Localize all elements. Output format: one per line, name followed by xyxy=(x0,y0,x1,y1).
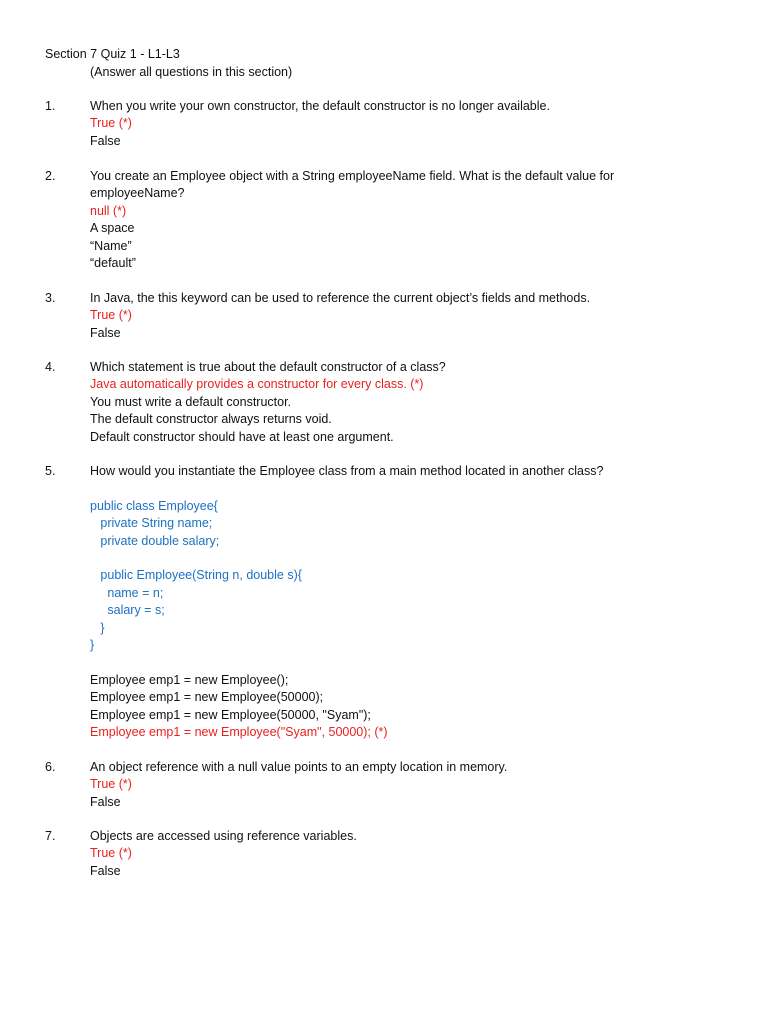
question-text: When you write your own constructor, the default constructor is no longer available. xyxy=(90,99,550,113)
answer-option: You must write a default constructor. xyxy=(90,394,292,409)
question-text: Which statement is true about the default constructor of a class? xyxy=(90,360,446,374)
question-3 xyxy=(45,290,685,342)
question-number: 3. xyxy=(45,291,56,305)
question-text: You create an Employee object with a String employeeName field. What is the default value for xyxy=(90,169,615,183)
code-line: } xyxy=(90,620,105,635)
question-1 xyxy=(45,98,685,150)
answer-option: False xyxy=(90,863,121,878)
question-6 xyxy=(45,759,685,811)
answer-option: False xyxy=(90,794,121,809)
code-line: name = n; xyxy=(90,585,164,600)
code-line: private double salary; xyxy=(90,533,220,548)
code-line: public Employee(String n, double s){ xyxy=(90,568,302,583)
code-line: private String name; xyxy=(90,516,213,531)
question-number: 2. xyxy=(45,169,56,183)
question-7 xyxy=(45,828,685,880)
answer-option: “default” xyxy=(90,256,136,271)
answer-option: Employee emp1 = new Employee(50000); xyxy=(90,690,324,705)
question-text: In Java, the this keyword can be used to reference the current object’s fields and methods. xyxy=(90,291,591,305)
question-text: How would you instantiate the Employee class from a main method located in another class? xyxy=(90,464,604,478)
code-snippet xyxy=(90,498,685,655)
answer-option-correct: True (*) xyxy=(90,308,132,323)
answer-option: A space xyxy=(90,221,135,236)
page-subtitle: (Answer all questions in this section) xyxy=(90,64,293,79)
answer-option: “Name” xyxy=(90,238,132,253)
answer-option-correct: Java automatically provides a constructor for every class. (*) xyxy=(90,377,424,392)
question-2 xyxy=(45,168,685,272)
question-number: 1. xyxy=(45,99,56,113)
question-number: 6. xyxy=(45,760,56,774)
answer-option-correct: True (*) xyxy=(90,116,132,131)
answer-option-correct: null (*) xyxy=(90,203,127,218)
question-text: An object reference with a null value points to an empty location in memory. xyxy=(90,760,508,774)
answer-option-correct: True (*) xyxy=(90,777,132,792)
answer-option: False xyxy=(90,133,121,148)
answer-option: The default constructor always returns void. xyxy=(90,412,332,427)
question-number: 7. xyxy=(45,829,56,843)
question-text-continued: employeeName? xyxy=(90,186,185,201)
question-5 xyxy=(45,463,685,741)
question-number: 5. xyxy=(45,464,56,478)
code-line: public class Employee{ xyxy=(90,498,218,513)
quiz-header xyxy=(45,46,292,81)
answer-option: Default constructor should have at least one argument. xyxy=(90,429,394,444)
answer-option-correct: Employee emp1 = new Employee("Syam", 50000); (*) xyxy=(90,725,388,740)
code-line: } xyxy=(90,638,95,653)
answer-option: Employee emp1 = new Employee(); xyxy=(90,672,289,687)
code-line: salary = s; xyxy=(90,603,165,618)
question-4 xyxy=(45,359,685,446)
question-number: 4. xyxy=(45,360,56,374)
answer-option: Employee emp1 = new Employee(50000, "Syam"); xyxy=(90,707,371,722)
code-line xyxy=(90,550,685,567)
question-text: Objects are accessed using reference variables. xyxy=(90,829,357,843)
answer-option-correct: True (*) xyxy=(90,846,132,861)
answer-option: False xyxy=(90,325,121,340)
page-title: Section 7 Quiz 1 - L1-L3 xyxy=(45,47,180,61)
